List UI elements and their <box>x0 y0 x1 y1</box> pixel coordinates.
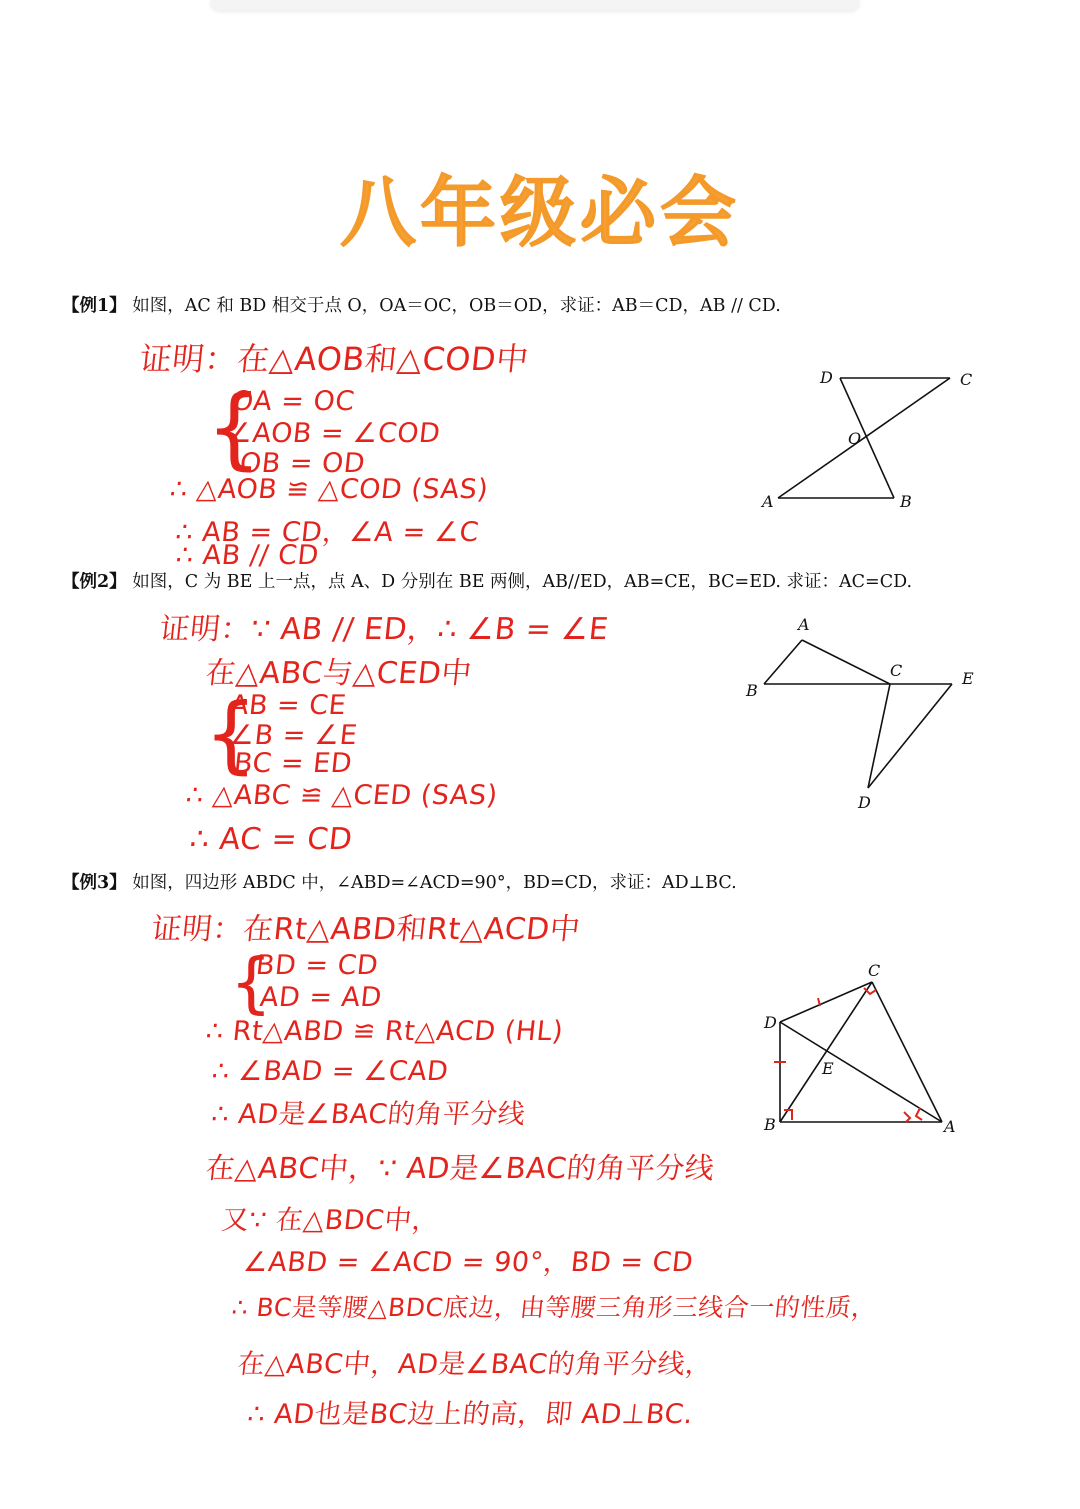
example-3-concl-4: 在△ABC中，∵ AD是∠BAC的角平分线 <box>204 1151 717 1185</box>
example-3-label-d: D <box>764 1013 777 1032</box>
example-1-statement <box>62 292 781 317</box>
example-1-text: 如图，AC 和 BD 相交于点 O，OA＝OC，OB＝OD，求证：AB＝CD，AB // CD. <box>132 296 781 316</box>
example-3-concl-3: ∴ AD是∠BAC的角平分线 <box>210 1099 527 1130</box>
example-2-brace: { <box>204 685 258 783</box>
example-3-concl-9: ∴ AD也是BC边上的高，即 AD⊥BC. <box>246 1399 695 1430</box>
example-3-label-b: B <box>764 1115 776 1134</box>
example-1-figure <box>750 360 990 520</box>
example-3-statement <box>62 869 737 894</box>
example-2-label-b: B <box>746 681 758 700</box>
example-1-tag: 【例1】 <box>62 296 127 316</box>
example-2-figure <box>740 612 990 812</box>
example-1-cond-2: ∠AOB = ∠COD <box>226 418 443 449</box>
example-2-concl-2: ∴ AC = CD <box>188 822 355 857</box>
example-3-concl-2: ∴ ∠BAD = ∠CAD <box>210 1056 450 1087</box>
example-3-tag: 【例3】 <box>62 873 127 893</box>
example-3-label-c: C <box>868 961 881 980</box>
example-1-cond-1: OA = OC <box>230 386 357 417</box>
example-1-concl-3: ∴ AB // CD <box>174 540 321 571</box>
example-3-proof-intro: 证明：在Rt△ABD和Rt△ACD中 <box>149 912 583 947</box>
example-3-cond-2: AD = AD <box>258 982 384 1013</box>
example-2-cond-3: BC = ED <box>232 748 354 779</box>
example-3-brace: { <box>230 944 272 1021</box>
example-3-concl-1: ∴ Rt△ABD ≌ Rt△ACD (HL) <box>204 1016 565 1047</box>
example-1-concl-2: ∴ AB = CD，∠A = ∠C <box>174 517 481 548</box>
example-2-proof-intro: 证明：∵ AB // ED，∴ ∠B = ∠E <box>157 612 611 647</box>
example-2-label-a: A <box>798 615 810 634</box>
example-1-label-d: D <box>820 368 833 387</box>
example-2-cond-2: ∠B = ∠E <box>228 720 359 751</box>
example-3-concl-8: 在△ABC中，AD是∠BAC的角平分线， <box>236 1349 715 1380</box>
example-1-cond-3: OB = OD <box>238 448 367 479</box>
example-2-label-e: E <box>962 669 974 688</box>
example-2-label-c: C <box>890 661 903 680</box>
example-2-concl-1: ∴ △ABC ≌ △CED (SAS) <box>184 780 500 811</box>
example-1-label-c: C <box>960 370 973 389</box>
example-2-text: 如图，C 为 BE 上一点，点 A、D 分别在 BE 两侧，AB//ED，AB=CE，BC=ED. 求证：AC=CD. <box>132 572 913 592</box>
example-3-label-a: A <box>944 1117 956 1136</box>
example-1-label-o: O <box>848 429 862 448</box>
example-2-statement <box>62 568 912 593</box>
top-window-edge <box>210 0 860 10</box>
example-3-label-e: E <box>822 1059 834 1078</box>
example-3-text: 如图，四边形 ABDC 中，∠ABD=∠ACD=90°，BD=CD，求证：AD⊥BC. <box>132 873 737 893</box>
example-2-label-d: D <box>858 793 871 812</box>
example-3-concl-5: 又∵ 在△BDC中， <box>220 1205 442 1236</box>
example-1-concl-1: ∴ △AOB ≌ △COD (SAS) <box>168 474 490 505</box>
example-1-brace: { <box>206 376 262 479</box>
example-2-tag: 【例2】 <box>62 572 127 592</box>
example-1-label-b: B <box>900 492 912 511</box>
example-3-figure <box>760 960 990 1140</box>
example-3-cond-1: BD = CD <box>254 950 380 981</box>
example-3-concl-6: ∠ABD = ∠ACD = 90°，BD = CD <box>242 1247 695 1278</box>
page-title: 八年级必会 <box>340 168 740 257</box>
example-1-label-a: A <box>762 492 774 511</box>
example-2-proof-intro-2: 在△ABC与△CED中 <box>203 656 474 691</box>
example-2-cond-1: AB = CE <box>228 690 348 721</box>
example-3-concl-7: ∴ BC是等腰△BDC底边，由等腰三角形三线合一的性质， <box>230 1293 879 1322</box>
example-1-proof-intro: 证明：在△AOB和△COD中 <box>137 340 531 378</box>
